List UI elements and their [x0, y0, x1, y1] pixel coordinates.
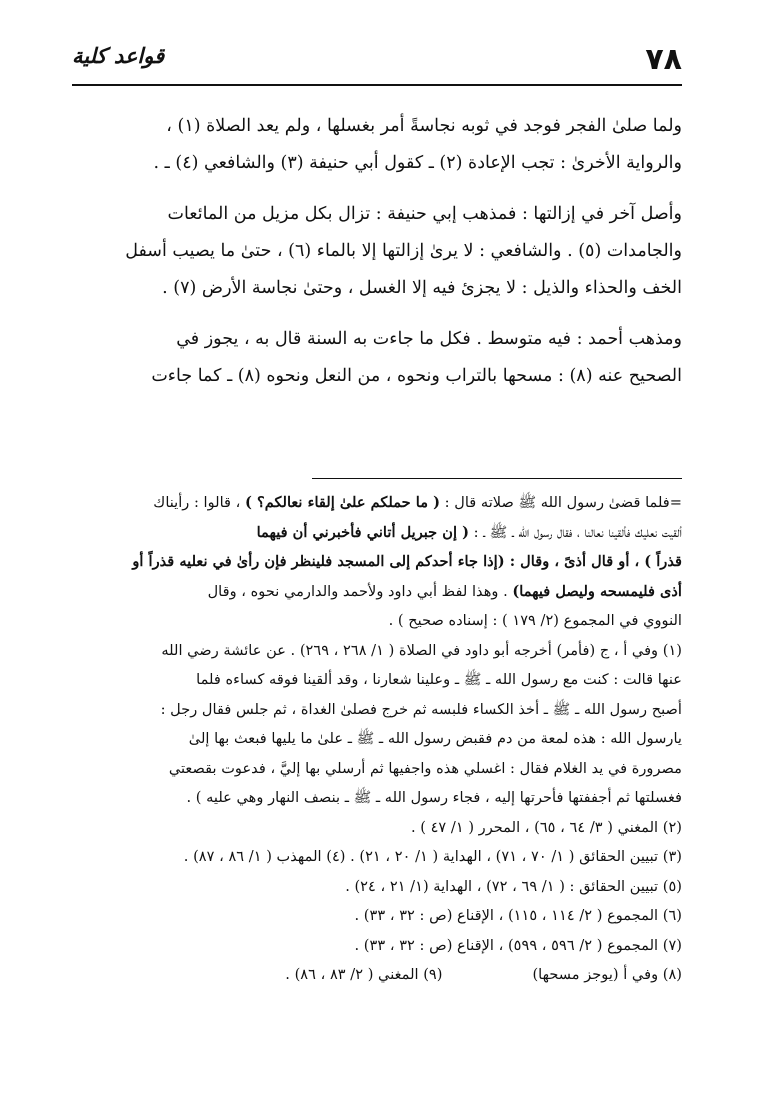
- footnote-line: =فلما قضىٰ رسول الله ﷺ صلاته قال : ( ما حملكم علىٰ إلقاء نعالكم؟ ) ، قالوا : رأيناك: [153, 494, 682, 511]
- paragraph: [72, 321, 682, 395]
- footnote-line: أذى فليمسحه وليصل فيهما) . وهذا لفظ أبي داود ولأحمد والدارمي نحوه ، وقال: [207, 582, 682, 600]
- footnote-line: مصرورة في يد الغلام فقال : اغسلي هذه واجفيها ثم أرسلي بها إليَّ ، فدعوت بقصعتي: [168, 759, 682, 777]
- page-number: ٧٨: [645, 42, 682, 77]
- footnote-line: أصبح رسول الله ـ ﷺ ـ أخذ الكساء فلبسه ثم خرج فصلىٰ الغداة ، ثم جلس فقال رجل :: [160, 700, 682, 718]
- footnote-3-4: (٣) تبيين الحقائق ( ١/ ٧٠ ، ٧١) ، الهداية ( ١/ ٢٠ ، ٢١) . (٤) المهذب ( ١/ ٨٦ ، ٨٧) .: [183, 848, 682, 865]
- main-text: [72, 108, 682, 409]
- text-line: ومذهب أحمد : فيه متوسط . فكل ما جاءت به السنة قال به ، يجوز في: [176, 329, 682, 349]
- footnote-line: قذراً ) ، أو قال أذىً ، وقال : (إذا جاء أحدكم إلى المسجد فلينظر فإن رأىٰ في نعليه قذراً أو: [132, 553, 682, 570]
- footnote-5: (٥) تبيين الحقائق : ( ١/ ٦٩ ، ٧٢) ، الهداية (١/ ٢١ ، ٢٤) .: [345, 877, 682, 895]
- footnote-2: (٢) المغني ( ٣/ ٦٤ ، ٦٥) ، المحرر ( ١/ ٤٧ ) .: [410, 818, 682, 836]
- book-page: [72, 40, 682, 1080]
- footnote-1: (١) وفي أ ، ج (فأمر) أخرجه أبو داود في الصلاة ( ١/ ٢٦٨ ، ٢٦٩) . عن عائشة رضي الله: [161, 641, 682, 659]
- paragraph: [72, 108, 682, 182]
- paragraph: [72, 196, 682, 307]
- footnote-line: عنها قالت : كنت مع رسول الله ـ ﷺ ـ وعلينا شعارنا ، وقد ألقينا فوقه كساءه فلما: [196, 671, 682, 688]
- footnote-8-9: [72, 960, 682, 990]
- footnote-separator: [312, 478, 682, 479]
- text-line: ولما صلىٰ الفجر فوجد في ثوبه نجاسةً أمر بغسلها ، ولم يعد الصلاة (١) ،: [166, 116, 682, 136]
- header-rule: [72, 84, 682, 86]
- running-title: قواعد كلية: [72, 44, 165, 68]
- footnote-9: (٩) المغني ( ٢/ ٨٣ ، ٨٦) .: [285, 966, 443, 983]
- text-line: الصحيح عنه (٨) : مسحها بالتراب ونحوه ، من النعل ونحوه (٨) ـ كما جاءت: [151, 366, 682, 386]
- footnote-6: (٦) المجموع ( ٢/ ١١٤ ، ١١٥) ، الإقناع (ص : ٣٢ ، ٣٣) .: [354, 907, 682, 924]
- text-line: الخف والحذاء والذيل : لا يجزئ فيه إلا الغسل ، وحتىٰ نجاسة الأرض (٧) .: [162, 278, 682, 298]
- text-line: والرواية الأخرىٰ : تجب الإعادة (٢) ـ كقول أبي حنيفة (٣) والشافعي (٤) ـ .: [153, 153, 682, 173]
- footnote-line: النووي في المجموع (٢/ ١٧٩ ) : إسناده صحيح ) .: [388, 612, 682, 629]
- footnote-8: (٨) وفي أ (يوجز مسحها): [532, 966, 682, 983]
- footnote-line: ألقيت نعليك فألقينا نعالنا ، فقال رسول الله ـ ﷺ ـ : ( إن جبريل أتاني فأخبرني أن فيهما: [256, 523, 682, 541]
- footnotes: [72, 488, 682, 990]
- footnote-line: فغسلتها ثم أجففتها فأحرتها إليه ، فجاء رسول الله ـ ﷺ ـ بنصف النهار وهي عليه ) .: [186, 789, 682, 806]
- footnote-7: (٧) المجموع ( ٢/ ٥٩٦ ، ٥٩٩) ، الإقناع (ص : ٣٢ ، ٣٣) .: [354, 936, 682, 954]
- text-line: والجامدات (٥) . والشافعي : لا يرىٰ إزالتها إلا بالماء (٦) ، حتىٰ ما يصيب أسفل: [125, 241, 682, 261]
- footnote-line: يارسول الله : هذه لمعة من دم فقبض رسول الله ـ ﷺ ـ علىٰ ما يليها فبعث بها إلىٰ: [188, 730, 682, 747]
- page-header: [72, 40, 682, 84]
- text-line: وأصل آخر في إزالتها : فمذهب إبي حنيفة : تزال بكل مزيل من المائعات: [167, 204, 682, 224]
